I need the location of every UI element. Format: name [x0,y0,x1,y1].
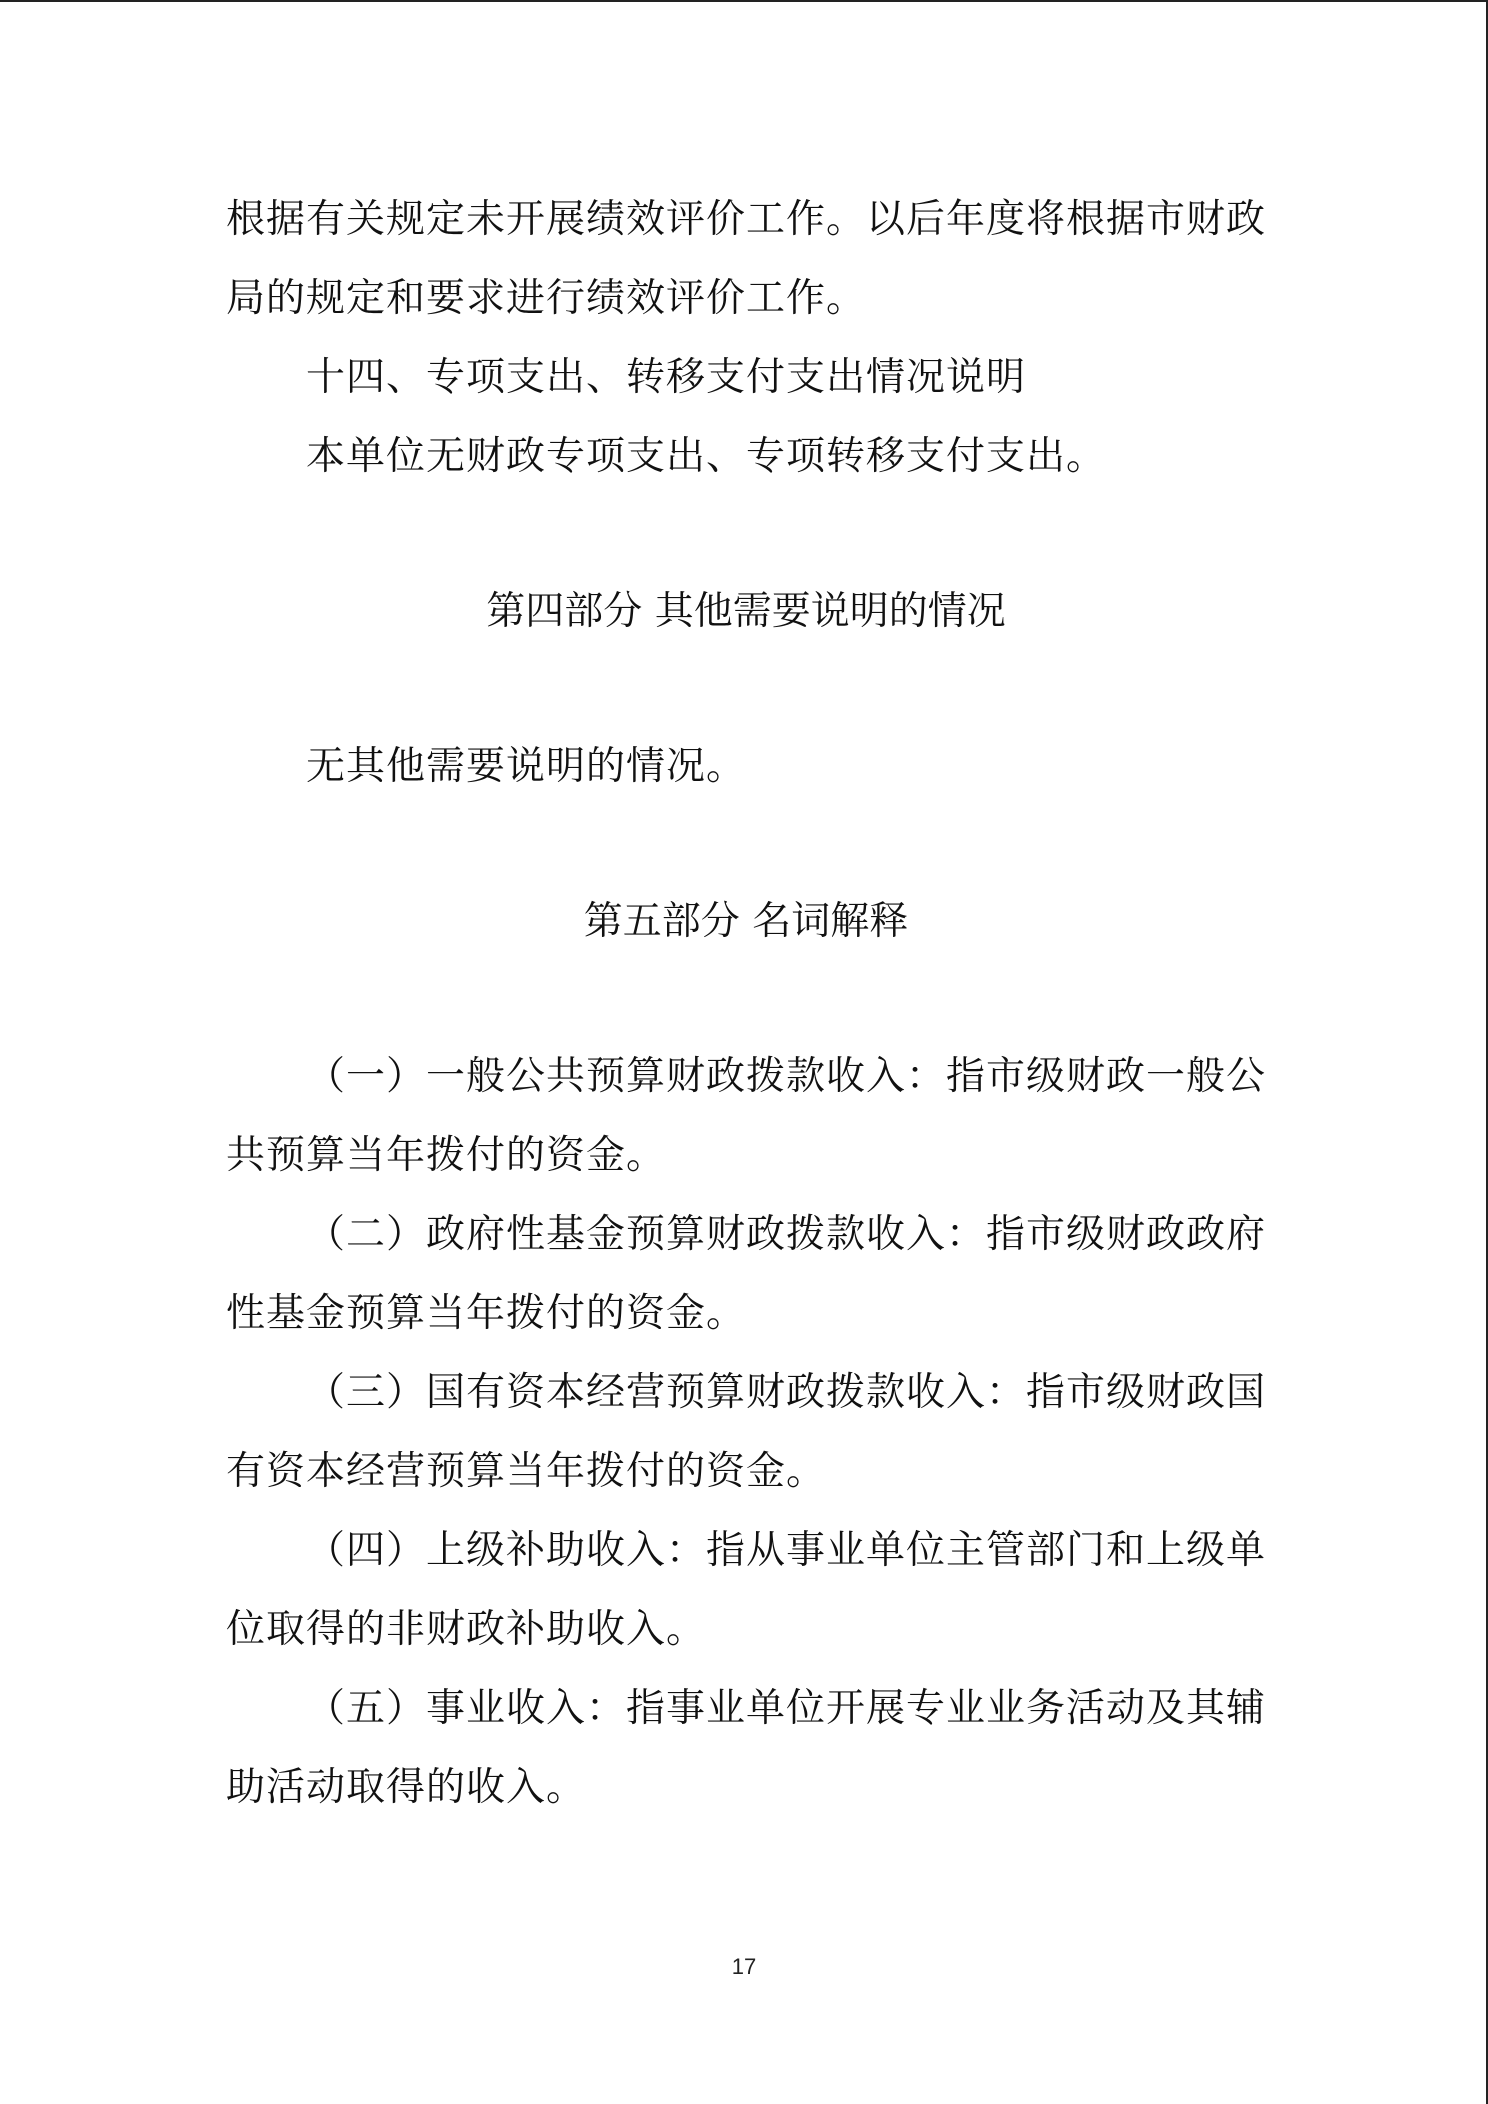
section-14-body: 本单位无财政专项支出、专项转移支付支出。 [306,434,1107,479]
definition-item [226,1353,1266,1511]
definition-line: （二）政府性基金预算财政拨款收入：指市级财政政府 [306,1212,1267,1257]
definition-item [226,1669,1266,1827]
definition-line: （五）事业收入：指事业单位开展专业业务活动及其辅 [306,1686,1267,1731]
definition-line: （一）一般公共预算财政拨款收入：指市级财政一般公 [306,1054,1267,1099]
definition-line: 共预算当年拨付的资金。 [226,1133,667,1178]
paragraph-line: 根据有关规定未开展绩效评价工作。以后年度将根据市财政 [226,197,1267,242]
definition-line: 助活动取得的收入。 [226,1765,587,1810]
part-4-heading: 第四部分 其他需要说明的情况 [486,589,1006,634]
definition-item [226,1511,1266,1669]
section-14 [226,338,1266,496]
definition-line: 有资本经营预算当年拨付的资金。 [226,1449,827,1494]
section-14-title: 十四、专项支出、转移支付支出情况说明 [306,355,1027,400]
definition-line: （四）上级补助收入：指从事业单位主管部门和上级单 [306,1528,1267,1573]
definition-item [226,1037,1266,1195]
definition-item [226,1195,1266,1353]
definition-line: 位取得的非财政补助收入。 [226,1607,707,1652]
part-4-body: 无其他需要说明的情况。 [306,744,747,789]
definition-line: （三）国有资本经营预算财政拨款收入：指市级财政国 [306,1370,1267,1415]
definition-line: 性基金预算当年拨付的资金。 [226,1291,747,1336]
document-body [226,180,1266,1827]
paragraph-evaluation [226,180,1266,338]
page-number: 17 [731,1954,757,1979]
page-border-top [0,0,1488,2]
part-5-heading: 第五部分 名词解释 [583,899,909,944]
paragraph-line: 局的规定和要求进行绩效评价工作。 [226,276,867,321]
